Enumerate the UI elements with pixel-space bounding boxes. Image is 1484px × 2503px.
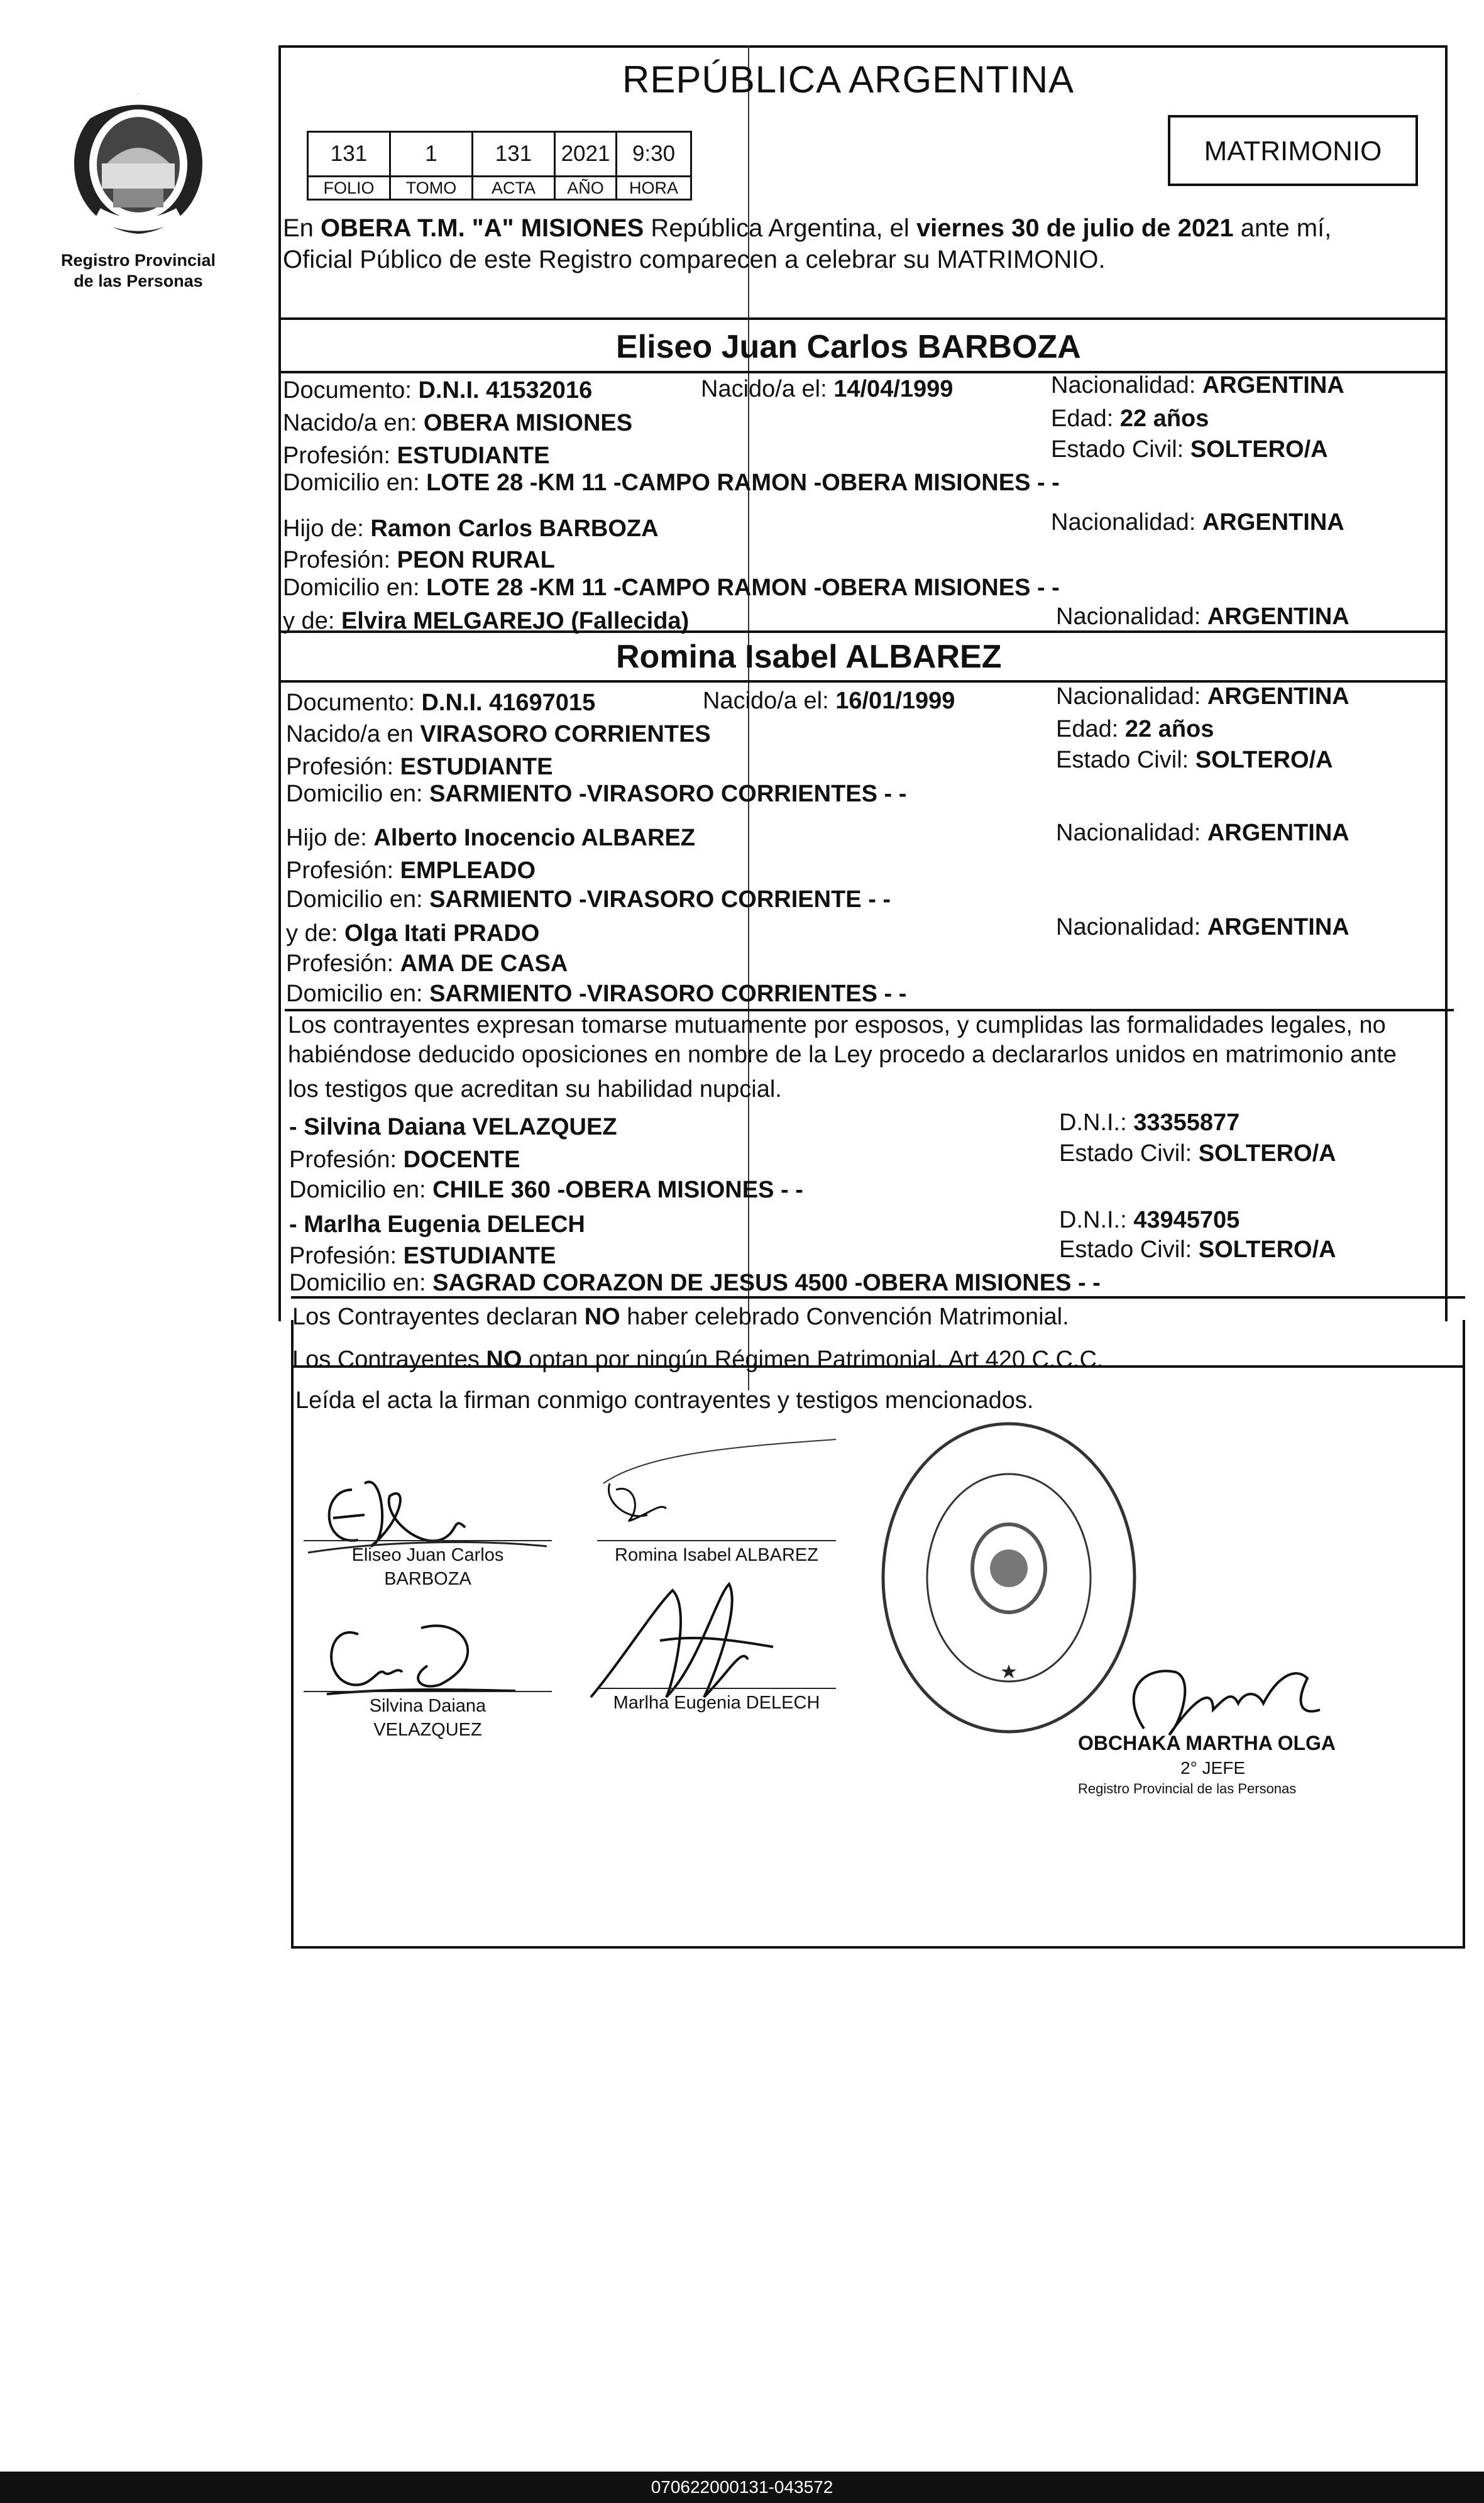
witness-1-address: Domicilio en: CHILE 360 -OBERA MISIONES - - [289,1177,803,1203]
witness-2-civil-status: Estado Civil: SOLTERO/A [1059,1236,1336,1263]
registry-tomo-value: 1 [390,132,473,177]
groom-address: Domicilio en: LOTE 28 -KM 11 -CAMPO RAMON -OBERA MISIONES - - [283,470,1060,496]
registry-year-value: 2021 [555,132,617,177]
divider [278,317,1448,320]
bride-father-address: Domicilio en: SARMIENTO -VIRASORO CORRIENTE - - [286,886,891,913]
bride-signature [591,1433,855,1546]
official-office: Registro Provincial de las Personas [1078,1781,1297,1796]
witness-1-profession: Profesión: DOCENTE [289,1147,520,1173]
signatures-intro: Leída el acta la firman conmigo contrayentes y testigos mencionados. [295,1387,1034,1414]
bride-signature-line [597,1540,836,1541]
witness-1-civil-status: Estado Civil: SOLTERO/A [1059,1140,1336,1167]
witness-2-profession: Profesión: ESTUDIANTE [289,1243,556,1269]
official-role: 2° JEFE [1180,1758,1246,1778]
official-stamp [877,1414,1141,1741]
bride-age: Edad: 22 años [1056,716,1214,742]
groom-nationality: Nacionalidad: ARGENTINA [1051,372,1344,399]
bride-mother-profession: Profesión: AMA DE CASA [286,950,568,977]
witness-1-name: - Silvina Daiana VELAZQUEZ [289,1114,617,1140]
witness-1-signature [302,1609,528,1703]
groom-signature-label-line2: BARBOZA [384,1569,471,1589]
logo-caption [38,250,239,292]
groom-father: Hijo de: Ramon Carlos BARBOZA [283,515,659,542]
witness-1-signature-label [304,1694,552,1742]
registry-hour-value: 9:30 [617,132,691,177]
bride-mother-address: Domicilio en: SARMIENTO -VIRASORO CORRIENTES - - [286,981,907,1007]
bride-birthdate: Nacido/a el: 16/01/1999 [703,688,955,714]
registry-tomo-label: TOMO [390,177,473,200]
groom-birthplace: Nacido/a en: OBERA MISIONES [283,410,633,436]
intro-line-2: Oficial Público de este Registro comparecen a celebrar su MATRIMONIO. [283,246,1106,273]
witness-2-name: - Marlha Eugenia DELECH [289,1211,585,1238]
registry-hour-label: HORA [617,177,691,200]
bride-profession: Profesión: ESTUDIANTE [286,754,553,780]
record-type-box: MATRIMONIO [1168,115,1418,186]
declaration-line-1: Los contrayentes expresan tomarse mutuamente por esposos, y cumplidas las formalidades legales, no [288,1012,1386,1038]
witness-2-signature-line [597,1688,836,1689]
registry-acta-label: ACTA [473,177,555,200]
bride-signature-label: Romina Isabel ALBAREZ [615,1545,818,1565]
logo-caption-line1: Registro Provincial [60,251,216,270]
groom-mother: y de: Elvira MELGAREJO (Fallecida) [283,608,690,634]
bride-address: Domicilio en: SARMIENTO -VIRASORO CORRIENTES - - [286,781,907,807]
registry-folio-value: 131 [308,132,390,177]
groom-father-nationality: Nacionalidad: ARGENTINA [1051,509,1344,536]
groom-father-profession: Profesión: PEON RURAL [283,547,555,573]
bride-document: Documento: D.N.I. 41697015 [286,690,596,716]
groom-signature-label-line1: Eliseo Juan Carlos [351,1545,504,1565]
bride-birthplace: Nacido/a en VIRASORO CORRIENTES [286,721,711,747]
declaration-line-2: habiéndose deducido oposiciones en nombre de la Ley procedo a declararlos unidos en matrimonio ante [288,1042,1397,1068]
bride-father-profession: Profesión: EMPLEADO [286,857,536,884]
groom-document: Documento: D.N.I. 41532016 [283,377,593,404]
groom-profession: Profesión: ESTUDIANTE [283,443,550,469]
groom-name: Eliseo Juan Carlos BARBOZA [616,329,1081,365]
groom-mother-nationality: Nacionalidad: ARGENTINA [1056,603,1349,630]
bride-nationality: Nacionalidad: ARGENTINA [1056,683,1349,710]
page-title: REPÚBLICA ARGENTINA [622,58,1075,101]
logo-caption-line2: de las Personas [74,272,203,290]
regime-line-2: Los Contrayentes NO optan por ningún Régimen Patrimonial. Art 420 C.C.C. [292,1346,1104,1373]
witness-1-signature-label-line1: Silvina Daiana [369,1696,486,1716]
official-name: OBCHAKA MARTHA OLGA [1078,1732,1336,1754]
witness-1-signature-line [304,1691,552,1692]
document-code: 070622000131-043572 [651,2477,833,2497]
groom-father-address: Domicilio en: LOTE 28 -KM 11 -CAMPO RAMON -OBERA MISIONES - - [283,575,1060,601]
groom-signature-line [304,1540,552,1541]
groom-birthdate: Nacido/a el: 14/04/1999 [701,376,954,402]
witness-2-signature-label: Marlha Eugenia DELECH [613,1693,820,1713]
divider [291,1296,1465,1299]
registry-table [307,131,692,201]
registry-acta-value: 131 [473,132,555,177]
province-seal-logo [63,88,214,239]
witness-2-address: Domicilio en: SAGRAD CORAZON DE JESUS 4500 -OBERA MISIONES - - [289,1270,1101,1296]
bride-civil-status: Estado Civil: SOLTERO/A [1056,747,1333,773]
divider [291,1365,1465,1368]
groom-civil-status: Estado Civil: SOLTERO/A [1051,436,1328,463]
registry-folio-label: FOLIO [308,177,390,200]
bride-mother: y de: Olga Itati PRADO [286,920,540,947]
witness-2-dni: D.N.I.: 43945705 [1059,1207,1240,1233]
bride-name: Romina Isabel ALBAREZ [616,639,1002,675]
registry-year-label: AÑO [555,177,617,200]
witness-1-dni: D.N.I.: 33355877 [1059,1109,1240,1136]
footer-bar [0,2472,1484,2503]
bride-mother-nationality: Nacionalidad: ARGENTINA [1056,914,1349,940]
regime-line-1: Los Contrayentes declaran NO haber celebrado Convención Matrimonial. [292,1304,1069,1330]
bride-father-nationality: Nacionalidad: ARGENTINA [1056,820,1349,846]
groom-signature-label [304,1543,552,1591]
declaration-line-3: los testigos que acreditan su habilidad nupcial. [288,1076,782,1103]
bride-father: Hijo de: Alberto Inocencio ALBAREZ [286,825,696,851]
intro-line-1: En OBERA T.M. "A" MISIONES República Argentina, el viernes 30 de julio de 2021 ante mí, [283,214,1332,242]
divider [278,630,1448,633]
witness-1-signature-label-line2: VELAZQUEZ [373,1720,482,1740]
groom-age: Edad: 22 años [1051,405,1209,432]
